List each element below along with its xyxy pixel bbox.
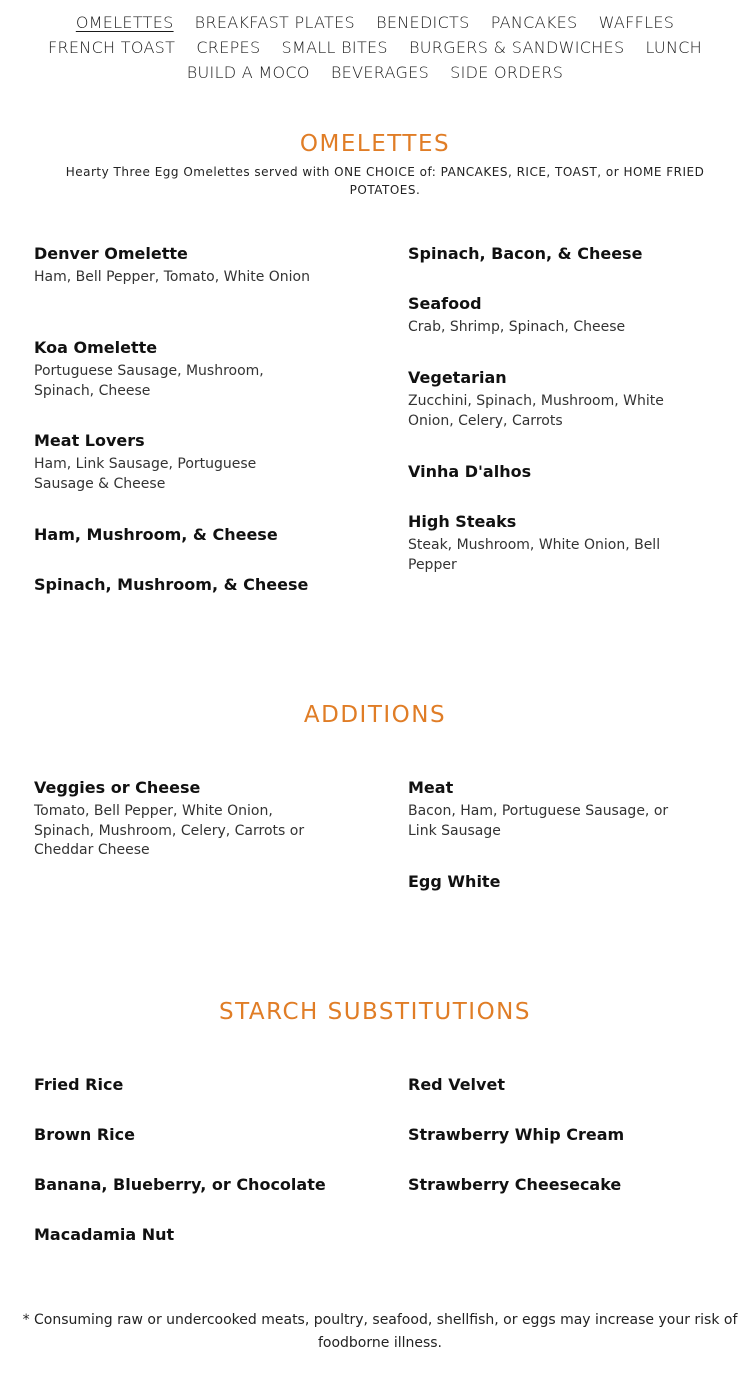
nav-link-waffles[interactable]: WAFFLES	[598, 13, 675, 32]
menu-item-name: Strawberry Whip Cream	[408, 1125, 625, 1144]
menu-item-name: Banana, Blueberry, or Chocolate	[34, 1175, 326, 1194]
section-subtitle-omelettes: Hearty Three Egg Omelettes served with ONE CHOICE of: PANCAKES, RICE, TOAST, or HOME FRIED POTATOES.	[65, 165, 705, 197]
menu-item-name: Spinach, Mushroom, & Cheese	[34, 575, 309, 594]
menu-item-description: Crab, Shrimp, Spinach, Cheese	[408, 319, 626, 335]
menu-item	[34, 431, 334, 494]
menu-item	[408, 368, 708, 431]
menu-item-description: Zucchini, Spinach, Mushroom, White Onion, Celery, Carrots	[408, 393, 664, 429]
menu-item	[408, 1075, 708, 1095]
menu-item	[408, 462, 708, 482]
menu-item	[408, 244, 708, 264]
section-title-additions: ADDITIONS	[303, 702, 447, 728]
menu-item-name: Red Velvet	[408, 1075, 505, 1094]
menu-item-name: Seafood	[408, 294, 482, 313]
menu-item-description: Portuguese Sausage, Mushroom, Spinach, Cheese	[34, 363, 264, 399]
menu-item-name: Denver Omelette	[34, 244, 188, 263]
menu-item-description: Tomato, Bell Pepper, White Onion, Spinach, Mushroom, Celery, Carrots or Cheddar Cheese	[34, 803, 305, 858]
menu-item	[34, 1175, 334, 1195]
menu-item	[408, 1125, 708, 1145]
nav-link-side-orders[interactable]: SIDE ORDERS	[450, 63, 564, 82]
nav-link-burgers-sandwiches[interactable]: BURGERS & SANDWICHES	[408, 38, 625, 57]
nav-row-3	[0, 60, 750, 85]
menu-item	[34, 525, 334, 545]
nav-link-lunch[interactable]: LUNCH	[645, 38, 703, 57]
nav-link-omelettes[interactable]: OMELETTES	[75, 13, 174, 32]
nav-row-2	[0, 35, 750, 60]
nav-link-french-toast[interactable]: FRENCH TOAST	[47, 38, 176, 57]
nav-link-pancakes[interactable]: PANCAKES	[490, 13, 578, 32]
nav-link-build-a-moco[interactable]: BUILD A MOCO	[186, 63, 310, 82]
nav-row-1	[0, 10, 750, 35]
menu-item-name: Vinha D'alhos	[408, 462, 532, 481]
menu-item-name: Vegetarian	[408, 368, 507, 387]
nav-link-crepes[interactable]: CREPES	[196, 38, 261, 57]
menu-item	[408, 778, 708, 841]
menu-item-name: Spinach, Bacon, & Cheese	[408, 244, 643, 263]
menu-item-name: Egg White	[408, 872, 501, 891]
menu-item	[34, 1225, 334, 1245]
menu-item-name: Koa Omelette	[34, 338, 158, 357]
menu-item-description: Ham, Link Sausage, Portuguese Sausage & Cheese	[34, 456, 257, 492]
menu-item-description: Steak, Mushroom, White Onion, Bell Pepper	[408, 537, 661, 573]
menu-item	[408, 512, 708, 575]
menu-item-description: Ham, Bell Pepper, Tomato, White Onion	[34, 269, 310, 285]
menu-item	[34, 1125, 334, 1145]
menu-item-name: Ham, Mushroom, & Cheese	[34, 525, 278, 544]
nav-link-benedicts[interactable]: BENEDICTS	[376, 13, 470, 32]
menu-item-name: Fried Rice	[34, 1075, 124, 1094]
menu-item-name: Meat	[408, 778, 454, 797]
nav-link-beverages[interactable]: BEVERAGES	[330, 63, 430, 82]
menu-item-name: Strawberry Cheesecake	[408, 1175, 622, 1194]
menu-item-description: Bacon, Ham, Portuguese Sausage, or Link Sausage	[408, 803, 669, 839]
menu-item-name: Veggies or Cheese	[34, 778, 201, 797]
menu-item	[34, 778, 334, 861]
category-nav	[0, 10, 750, 85]
menu-item	[34, 244, 334, 288]
menu-item	[408, 294, 708, 338]
section-title-omelettes: OMELETTES	[299, 131, 451, 157]
menu-item	[34, 575, 334, 595]
food-safety-disclaimer: * Consuming raw or undercooked meats, poultry, seafood, shellfish, or eggs may increase your risk of foodborne illness.	[22, 1312, 738, 1351]
menu-item	[34, 1075, 334, 1095]
menu-item-name: Meat Lovers	[34, 431, 145, 450]
menu-item	[408, 872, 708, 892]
menu-item-name: High Steaks	[408, 512, 517, 531]
nav-link-breakfast-plates[interactable]: BREAKFAST PLATES	[194, 13, 355, 32]
menu-item	[34, 338, 334, 401]
menu-item-name: Brown Rice	[34, 1125, 135, 1144]
menu-item	[408, 1175, 708, 1195]
menu-item-name: Macadamia Nut	[34, 1225, 175, 1244]
nav-link-small-bites[interactable]: SMALL BITES	[281, 38, 388, 57]
section-title-starch-substitutions: STARCH SUBSTITUTIONS	[219, 999, 531, 1025]
